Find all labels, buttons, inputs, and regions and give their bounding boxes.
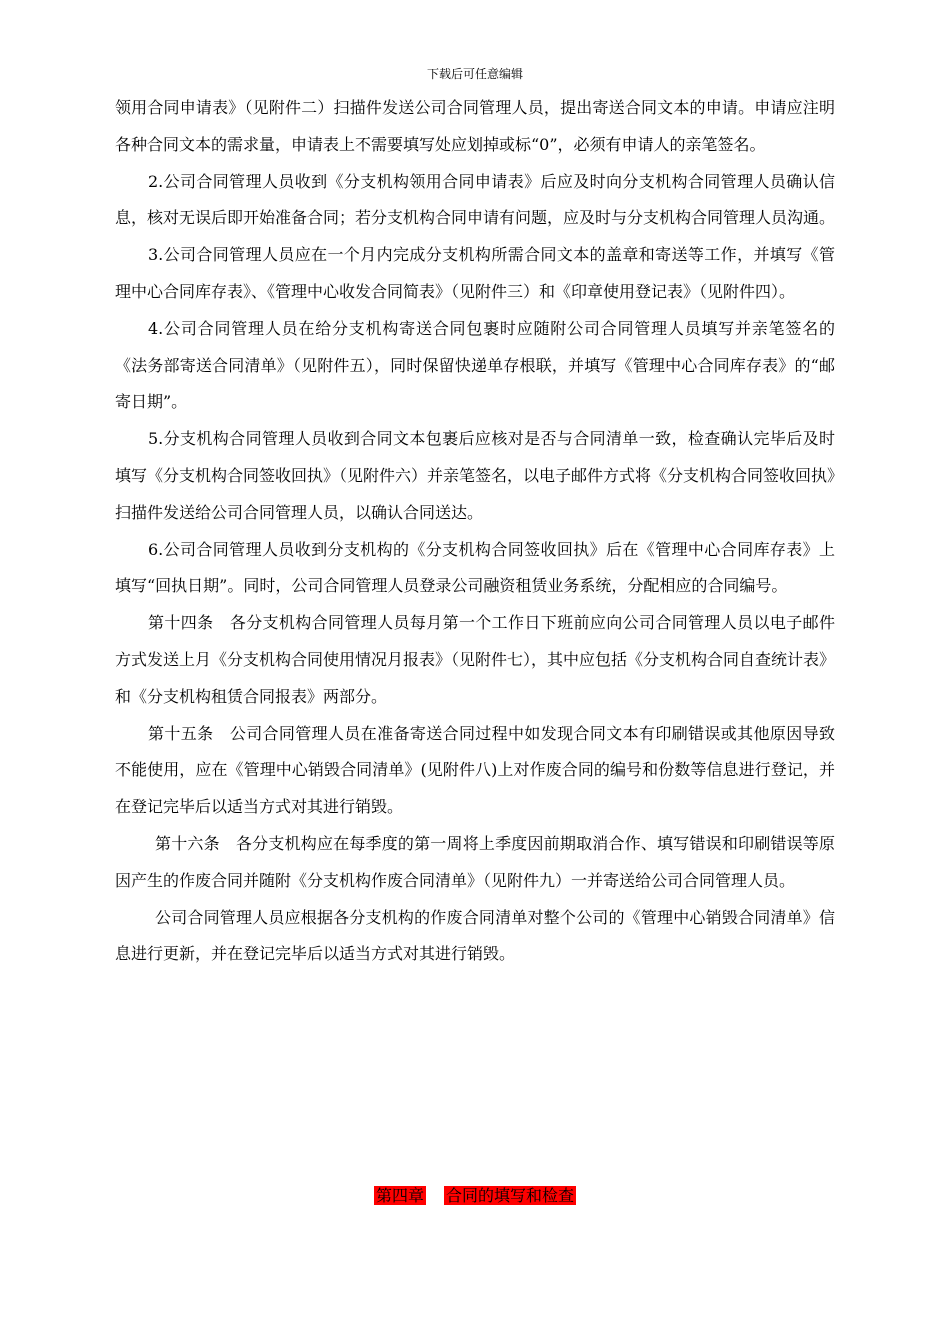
paragraph-continuation: 领用合同申请表》（见附件二）扫描件发送公司合同管理人员，提出寄送合同文本的申请。申请应注明各种合同文本的需求量，申请表上不需要填写处应划掉或标“0”，必须有申请人的亲笔签名。 <box>115 98 835 154</box>
paragraph-item-6: 6.公司合同管理人员收到分支机构的《分支机构合同签收回执》后在《管理中心合同库存表》上填写“回执日期”。同时，公司合同管理人员登录公司融资租赁业务系统，分配相应的合同编号。 <box>115 539 835 596</box>
chapter-title: 合同的填写和检查 <box>446 1186 575 1205</box>
paragraph-item-5: 5.分支机构合同管理人员收到合同文本包裹后应核对是否与合同清单一致，检查确认完毕后及时填写《分支机构合同签收回执》（见附件六）并亲笔签名，以电子邮件方式将《分支机构合同签收回执》扫描件发送给公司合同管理人员，以确认合同送达。 <box>115 429 836 522</box>
chapter-number: 第四章 <box>375 1186 424 1205</box>
document-body <box>115 90 835 973</box>
paragraph-item-3: 3.公司合同管理人员应在一个月内完成分支机构所需合同文本的盖章和寄送等工作，并填写《管理中心合同库存表》、《管理中心收发合同简表》（见附件三）和《印章使用登记表》（见附件四）。 <box>115 245 835 301</box>
article-16-followup: 公司合同管理人员应根据各分支机构的作废合同清单对整个公司的《管理中心销毁合同清单》信息进行更新，并在登记完毕后以适当方式对其进行销毁。 <box>115 907 835 964</box>
paragraph-item-2: 2.公司合同管理人员收到《分支机构领用合同申请表》后应及时向分支机构合同管理人员确认信息，核对无误后即开始准备合同；若分支机构合同申请有问题，应及时与分支机构合同管理人员沟通。 <box>115 171 836 228</box>
page-header: 下载后可任意编辑 <box>426 67 523 81</box>
article-14: 第十四条 各分支机构合同管理人员每月第一个工作日下班前应向公司合同管理人员以电子邮件方式发送上月《分支机构合同使用情况月报表》（见附件七），其中应包括《分支机构合同自查统计表》和《分支机构租赁合同报表》两部分。 <box>115 613 836 706</box>
article-16: 第十六条 各分支机构应在每季度的第一周将上季度因前期取消合作、填写错误和印刷错误等原因产生的作废合同并随附《分支机构作废合同清单》（见附件九）一并寄送给公司合同管理人员。 <box>115 833 835 890</box>
article-15: 第十五条 公司合同管理人员在准备寄送合同过程中如发现合同文本有印刷错误或其他原因导致不能使用，应在《管理中心销毁合同清单》(见附件八)上对作废合同的编号和份数等信息进行登记，并在登记完毕后以适当方式对其进行销毁。 <box>115 723 835 817</box>
chapter-heading <box>0 1185 950 1207</box>
paragraph-item-4: 4.公司合同管理人员在给分支机构寄送合同包裹时应随附公司合同管理人员填写并亲笔签名的《法务部寄送合同清单》（见附件五），同时保留快递单存根联，并填写《管理中心合同库存表》的“邮寄日期”。 <box>115 318 835 412</box>
